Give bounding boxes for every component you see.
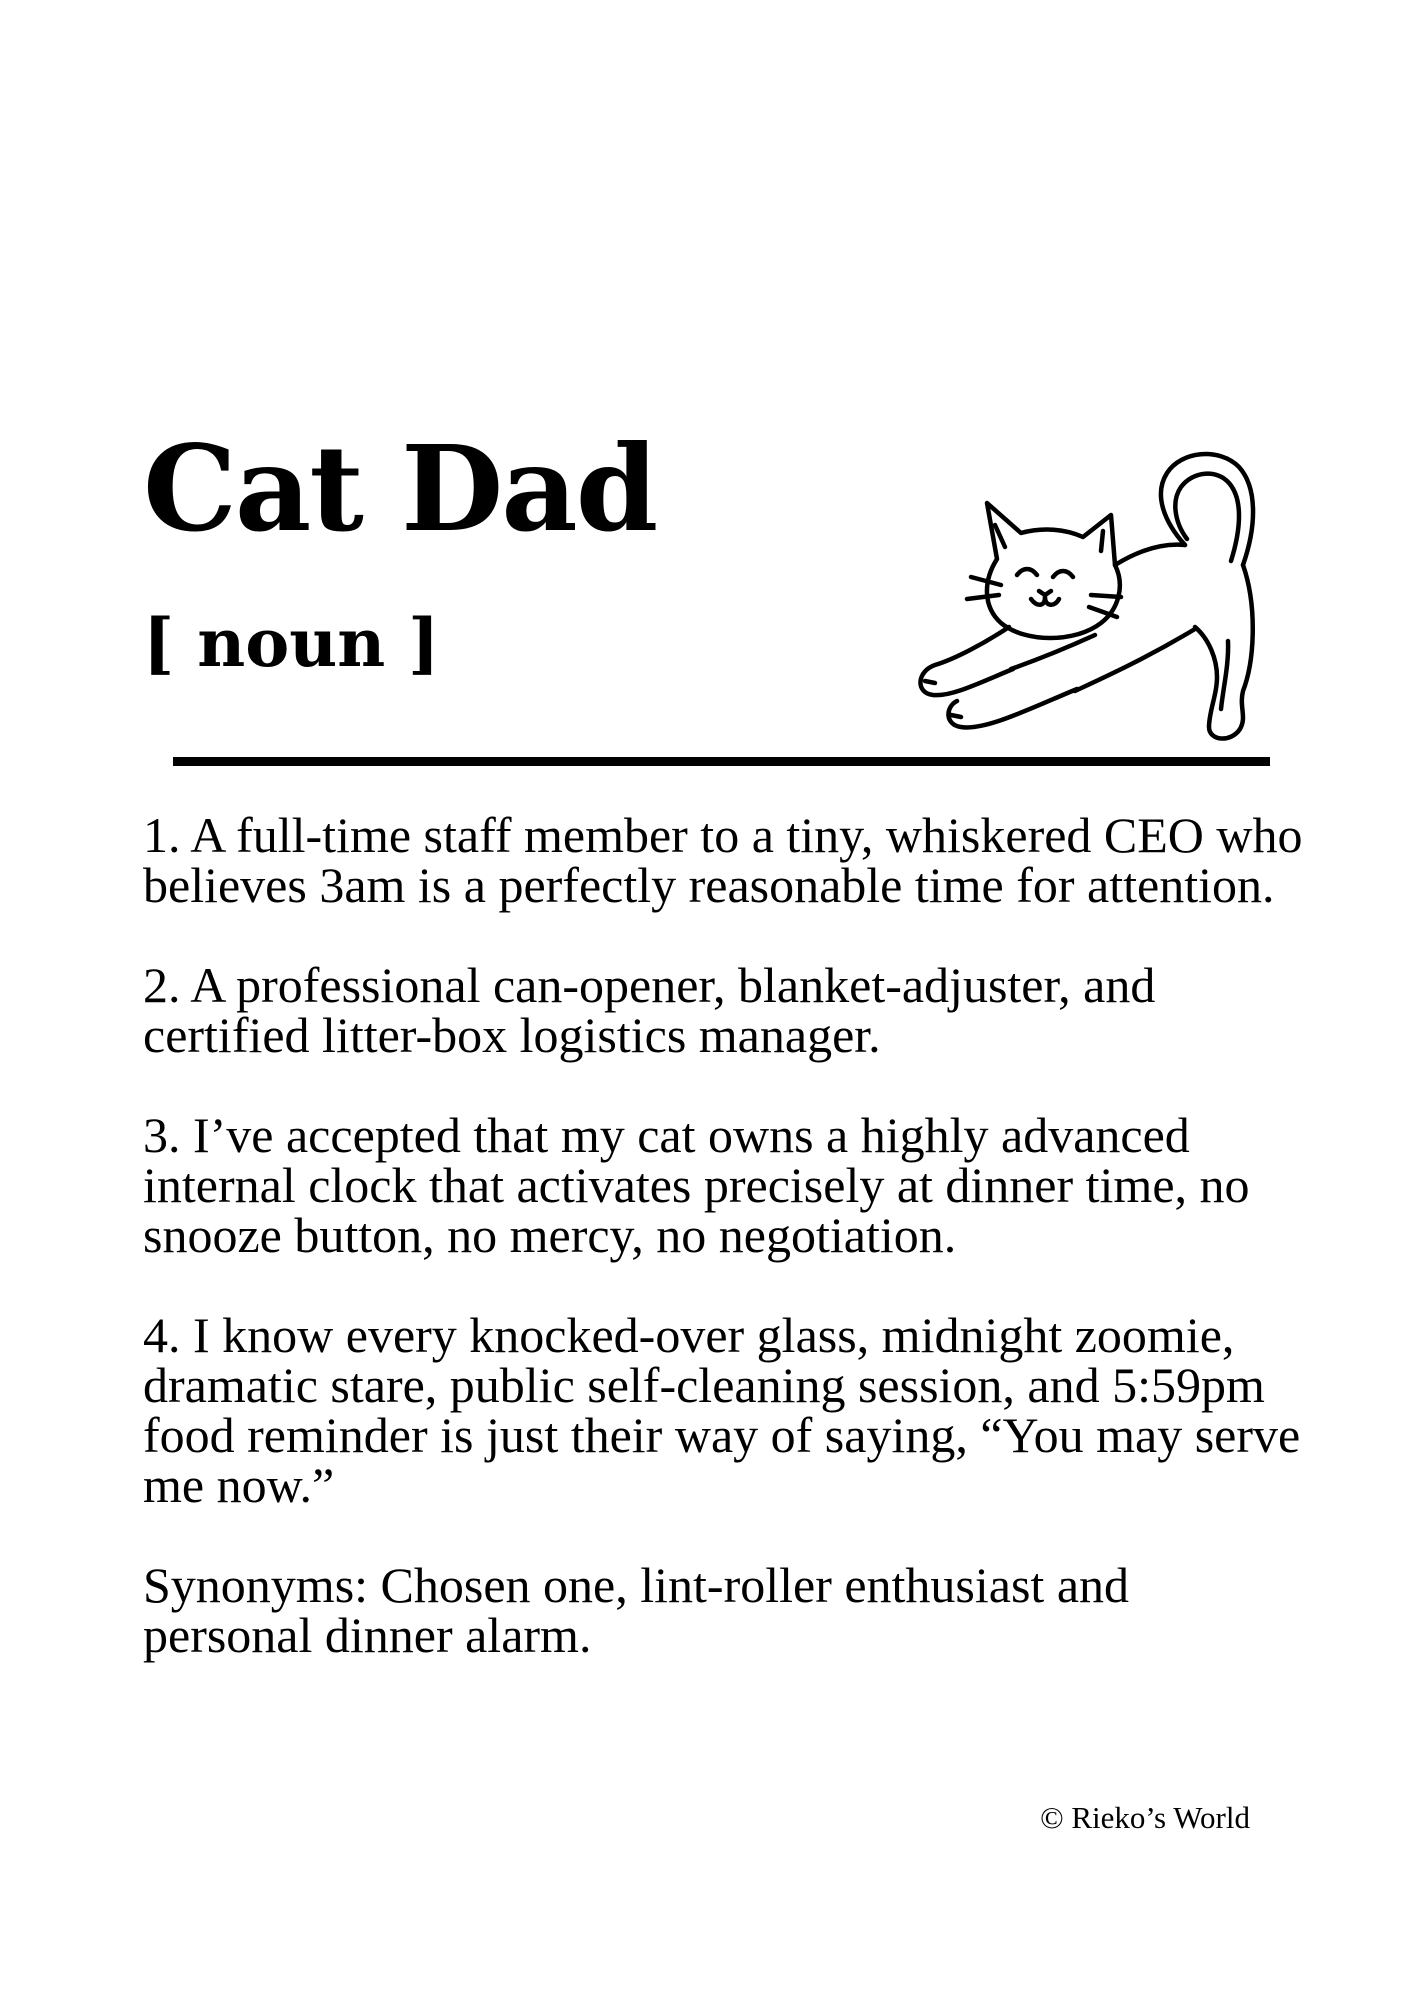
copyright-credit: © Rieko’s World <box>1040 1800 1250 1835</box>
definition-4: 4. I know every knocked-over glass, midnight zoomie, dramatic stare, public self-cleaning session, and 5:59pm food reminder is just their way of saying, “You may serve me now.” <box>143 1307 1301 1513</box>
definition-3: 3. I’ve accepted that my cat owns a highly advanced internal clock that activates precisely at dinner time, no snooze button, no mercy, no negotiation. <box>143 1107 1250 1263</box>
synonyms: Synonyms: Chosen one, lint-roller enthusiast and personal dinner alarm. <box>143 1557 1130 1663</box>
definition-1: 1. A full-time staff member to a tiny, whiskered CEO who believes 3am is a perfectly reasonable time for attention. <box>143 807 1303 913</box>
divider-line <box>173 757 1270 766</box>
definition-2: 2. A professional can-opener, blanket-adjuster, and certified litter-box logistics manager. <box>143 957 1156 1063</box>
definition-list <box>143 807 1303 1710</box>
part-of-speech: [ noun ] <box>143 604 440 682</box>
page-title: Cat Dad <box>143 419 657 558</box>
stretching-cat-icon <box>905 445 1285 765</box>
